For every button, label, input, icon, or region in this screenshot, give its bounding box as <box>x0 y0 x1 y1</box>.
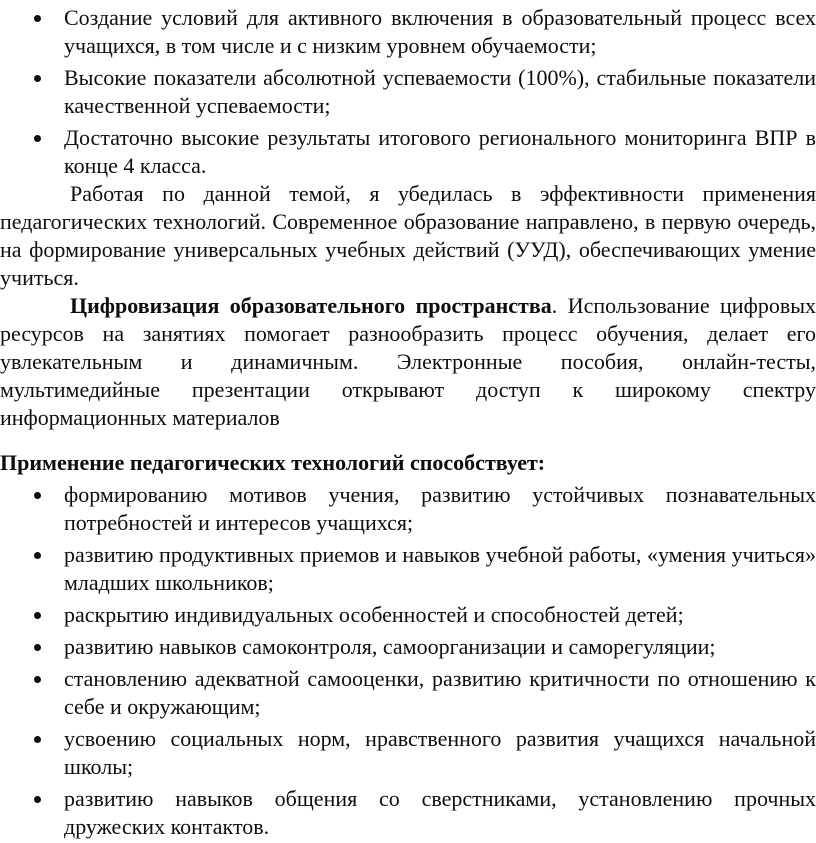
bullet-icon <box>34 135 41 142</box>
list-item <box>0 633 816 661</box>
achievements-list <box>0 4 816 180</box>
list-item <box>0 665 816 721</box>
list-item-text: формированию мотивов учения, развитию устойчивых познавательных потребностей и интересов учащихся; <box>64 482 816 535</box>
bullet-icon <box>34 644 41 651</box>
list-item <box>0 601 816 629</box>
paragraph-digitalization-bold-lead: Цифровизация образовательного пространства <box>70 293 552 318</box>
list-item-text: развитию продуктивных приемов и навыков учебной работы, «умения учиться» младших школьников; <box>64 542 816 595</box>
bullet-icon <box>34 492 41 499</box>
list-item <box>0 725 816 781</box>
section-heading: Применение педагогических технологий способствует: <box>0 450 546 475</box>
bullet-icon <box>34 676 41 683</box>
list-item-text: Создание условий для активного включения в образовательный процесс всех учащихся, в том числе и с низким уровнем обучаемости; <box>64 5 816 58</box>
list-item <box>0 541 816 597</box>
list-item <box>0 124 816 180</box>
list-item <box>0 481 816 537</box>
list-item-text: раскрытию индивидуальных особенностей и способностей детей; <box>64 602 684 627</box>
list-item <box>0 785 816 841</box>
list-item <box>0 4 816 60</box>
bullet-icon <box>34 75 41 82</box>
list-item <box>0 64 816 120</box>
list-item-text: Высокие показатели абсолютной успеваемости (100%), стабильные показатели качественной успеваемости; <box>64 65 816 118</box>
technology-benefits-list <box>0 481 816 841</box>
list-item-text: развитию навыков самоконтроля, самоорганизации и саморегуляции; <box>64 634 716 659</box>
bullet-icon <box>34 552 41 559</box>
list-item-text: усвоению социальных норм, нравственного развития учащихся начальной школы; <box>64 726 816 779</box>
paragraph-digitalization <box>0 292 816 432</box>
bullet-icon <box>34 736 41 743</box>
list-item-text: становлению адекватной самооценки, развитию критичности по отношению к себе и окружающим; <box>64 666 816 719</box>
bullet-icon <box>34 796 41 803</box>
bullet-icon <box>34 612 41 619</box>
list-item-text: Достаточно высокие результаты итогового регионального мониторинга ВПР в конце 4 класса. <box>64 125 816 178</box>
paragraph-working-experience: Работая по данной темой, я убедилась в эффективности применения педагогических технологий. Современное образование направлено, в первую очередь, на формирование универсальных учебных действий (УУД), обеспечивающих умение учиться. <box>0 181 816 290</box>
paragraph-digitalization-body: . Использование цифровых ресурсов на занятиях помогает разнообразить процесс обучения, делает его увлекательным и динамичным. Электронные пособия, онлайн-тесты, мультимедийные презентации открывают доступ к широкому спектру информационных материалов <box>0 293 816 430</box>
bullet-icon <box>34 15 41 22</box>
list-item-text: развитию навыков общения со сверстниками, установлению прочных дружеских контактов. <box>64 786 816 839</box>
